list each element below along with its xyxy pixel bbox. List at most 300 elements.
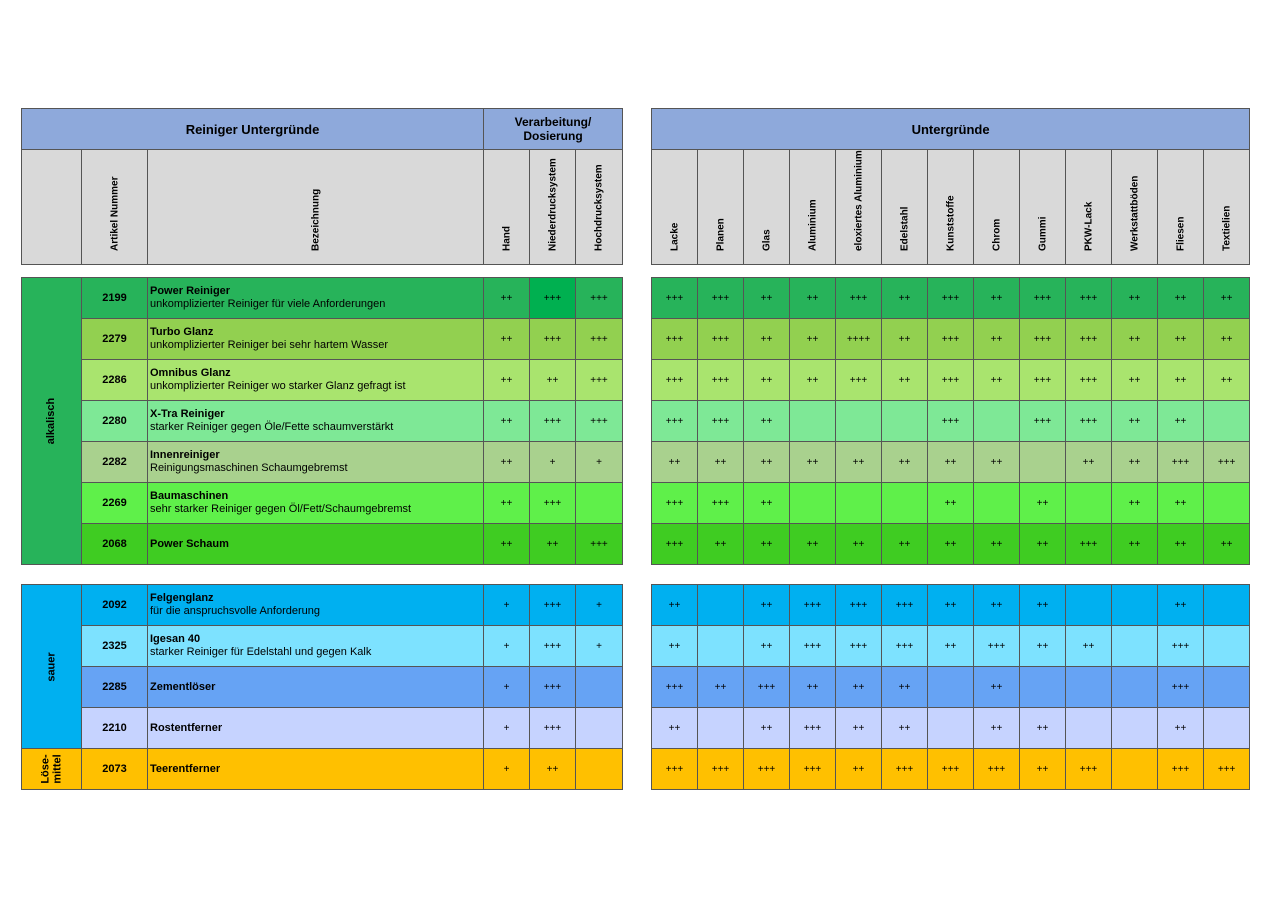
surface-rating: ++ [836,749,882,790]
surface-rating: +++ [1066,360,1112,401]
surface-rating: +++ [928,360,974,401]
surface-rating: +++ [1158,749,1204,790]
surface-rating: +++ [1020,360,1066,401]
table-row [22,278,623,319]
table-row [652,483,1250,524]
surface-rating: +++ [928,749,974,790]
product-description: unkomplizierter Reiniger bei sehr hartem Wasser [150,339,389,351]
processing-rating: ++ [530,360,576,401]
product-name-cell [148,483,484,524]
processing-rating: + [484,708,530,749]
product-title: Baumaschinen [150,490,229,502]
surface-rating: ++ [1158,483,1204,524]
surface-rating: ++ [744,319,790,360]
product-description: starker Reiniger gegen Öle/Fette schaumverstärkt [150,421,394,433]
processing-rating: + [484,749,530,790]
surface-rating: ++ [1112,483,1158,524]
processing-rating: +++ [530,483,576,524]
processing-title: Verarbeitung/ Dosierung [484,109,623,150]
surface-rating: ++ [698,524,744,565]
surface-rating: ++ [744,401,790,442]
surface-rating: ++ [974,524,1020,565]
product-description: Reinigungsmaschinen Schaumgebremst [150,462,348,474]
column-header-label: Werkstattböden [1129,175,1140,251]
column-header-right [744,150,790,265]
surface-rating [1112,667,1158,708]
table-row [652,442,1250,483]
surface-rating: +++ [698,360,744,401]
surface-rating: ++ [928,626,974,667]
surface-rating: +++ [744,749,790,790]
surface-rating: +++ [836,626,882,667]
column-header-label: Aluminium [807,199,818,251]
surface-rating [882,401,928,442]
surface-rating: +++ [652,667,698,708]
product-description: für die anspruchsvolle Anforderung [150,605,320,617]
column-header-right [974,150,1020,265]
product-name-cell [148,626,484,667]
processing-rating: ++ [530,749,576,790]
surface-rating: +++ [790,708,836,749]
article-number: 2285 [82,667,148,708]
product-title: Power Schaum [150,537,229,550]
surface-rating: +++ [928,278,974,319]
column-header-label: Kunststoffe [945,195,956,251]
surface-rating: ++ [1112,319,1158,360]
surface-rating: ++ [1158,585,1204,626]
surface-rating: +++ [790,749,836,790]
surface-rating [1204,401,1250,442]
table-row [652,667,1250,708]
surface-rating: ++ [1158,360,1204,401]
surface-rating: ++ [790,360,836,401]
product-title: Turbo Glanz [150,326,214,338]
surface-rating: ++ [790,319,836,360]
right-table [651,108,1250,790]
processing-rating: ++ [484,401,530,442]
table-row [652,524,1250,565]
surface-rating: ++ [790,442,836,483]
surface-rating: ++ [744,585,790,626]
column-header-label: Niederdrucksystem [547,158,558,251]
surface-rating: ++ [882,524,928,565]
surface-rating [790,401,836,442]
surface-rating: ++ [744,483,790,524]
surface-rating: ++ [882,278,928,319]
surface-rating [974,483,1020,524]
surface-rating: ++ [1112,360,1158,401]
surface-rating [790,483,836,524]
surface-rating: ++ [974,585,1020,626]
surface-rating: +++ [1204,442,1250,483]
processing-rating: +++ [530,278,576,319]
surface-rating: ++ [882,442,928,483]
surface-rating [1204,667,1250,708]
surface-rating [836,401,882,442]
surface-rating: +++ [1066,319,1112,360]
column-header-label: Textielien [1221,205,1233,251]
surface-rating: ++ [652,626,698,667]
column-header-left [148,150,484,265]
table-row [22,749,623,790]
surface-rating: +++ [698,401,744,442]
product-title: Teerentferner [150,762,221,775]
group-label-cell [22,749,82,790]
surface-rating: +++ [698,319,744,360]
surface-rating: ++ [928,483,974,524]
surface-rating: ++ [744,442,790,483]
surface-rating: +++ [1158,626,1204,667]
surface-rating: +++ [882,626,928,667]
column-header-left [484,150,530,265]
processing-rating: +++ [576,524,623,565]
product-name-cell [148,360,484,401]
surface-rating: +++ [1020,319,1066,360]
surface-rating: ++ [1020,483,1066,524]
group-label: alkalisch [45,397,58,445]
surface-rating [1204,585,1250,626]
surface-rating: +++ [652,278,698,319]
surface-rating: ++ [790,667,836,708]
surface-rating: ++ [1158,278,1204,319]
product-title: X-Tra Reiniger [150,408,225,420]
processing-rating: +++ [576,319,623,360]
surface-rating: ++ [882,708,928,749]
surface-rating: +++ [1066,749,1112,790]
surface-rating: +++ [698,278,744,319]
surface-rating: ++ [1020,626,1066,667]
surface-rating: +++ [652,483,698,524]
processing-rating: ++ [484,319,530,360]
column-header-label: Lacke [669,222,680,251]
surface-rating: +++ [790,585,836,626]
surface-rating: ++ [652,442,698,483]
column-header-right [790,150,836,265]
surface-rating [1066,708,1112,749]
surface-rating [1112,749,1158,790]
column-header-label: Planen [715,218,726,251]
column-header-left [82,150,148,265]
processing-rating: ++ [484,278,530,319]
table-row [652,626,1250,667]
group-col-header [22,150,82,265]
processing-rating: +++ [576,278,623,319]
surface-rating: ++ [882,667,928,708]
surface-rating: ++ [836,667,882,708]
product-description: sehr starker Reiniger gegen Öl/Fett/Schaumgebremst [150,503,412,515]
processing-rating: +++ [530,708,576,749]
table-row [22,319,623,360]
surface-rating: ++ [1158,319,1204,360]
article-number: 2269 [82,483,148,524]
article-number: 2325 [82,626,148,667]
column-header-label: Artikel Nummer [109,176,120,251]
table-row [22,442,623,483]
surface-rating: ++ [1066,442,1112,483]
right-title: Untergründe [652,109,1250,150]
surface-rating: ++ [974,667,1020,708]
table-row [22,483,623,524]
processing-rating: + [530,442,576,483]
surface-rating [1112,585,1158,626]
surface-rating: ++ [790,278,836,319]
surface-rating: ++ [652,585,698,626]
surface-rating: ++ [928,442,974,483]
column-header-label: Fliesen [1175,216,1186,251]
surface-rating [1066,483,1112,524]
surface-rating: +++ [744,667,790,708]
surface-rating: ++ [1204,319,1250,360]
column-header-label: Hochdrucksystem [593,164,605,251]
left-title: Reiniger Untergründe [22,109,484,150]
surface-rating: ++ [1204,360,1250,401]
surface-rating: ++ [1020,708,1066,749]
surface-rating: +++ [974,749,1020,790]
surface-rating [1020,442,1066,483]
surface-rating: ++ [1020,585,1066,626]
surface-rating: ++ [836,442,882,483]
processing-rating [576,483,623,524]
surface-rating: ++ [1066,626,1112,667]
group-label-line: mittel [51,754,64,784]
article-number: 2199 [82,278,148,319]
column-header-right [882,150,928,265]
article-number: 2282 [82,442,148,483]
processing-rating: + [576,585,623,626]
surface-rating: +++ [652,319,698,360]
surface-rating: ++ [652,708,698,749]
processing-rating: +++ [530,319,576,360]
processing-rating: ++ [530,524,576,565]
surface-rating [1204,483,1250,524]
surface-rating: ++ [928,585,974,626]
table-row [652,401,1250,442]
surface-rating [1112,708,1158,749]
column-header-left [530,150,576,265]
processing-rating: ++ [484,524,530,565]
surface-rating: ++ [744,708,790,749]
surface-rating: ++ [744,360,790,401]
processing-rating: ++ [484,360,530,401]
column-header-label: Edelstahl [899,206,910,251]
product-name-cell [148,667,484,708]
surface-rating: ++ [974,319,1020,360]
table-row [652,749,1250,790]
surface-rating [882,483,928,524]
article-number: 2092 [82,585,148,626]
surface-rating: ++ [1112,442,1158,483]
product-title: Rostentferner [150,721,223,734]
product-name-cell [148,585,484,626]
article-number: 2279 [82,319,148,360]
column-header-right [652,150,698,265]
surface-rating: +++ [1020,401,1066,442]
processing-rating: + [576,442,623,483]
table-row [22,585,623,626]
surface-rating: ++ [1158,401,1204,442]
processing-rating: +++ [530,585,576,626]
table-row [652,708,1250,749]
column-header-label: Glas [761,229,772,251]
product-name-cell [148,708,484,749]
column-header-left [576,150,623,265]
processing-rating: +++ [530,626,576,667]
surface-rating [698,626,744,667]
group-label-cell [22,585,82,749]
product-name-cell [148,401,484,442]
processing-rating: +++ [530,667,576,708]
column-header-right [1112,150,1158,265]
surface-rating: +++ [882,749,928,790]
surface-rating: +++ [1066,401,1112,442]
product-title: Power Reiniger [150,285,231,297]
group-label [40,754,64,783]
product-title: Innenreiniger [150,449,220,461]
surface-rating: ++ [836,524,882,565]
processing-rating [576,749,623,790]
column-header-label: Hand [501,226,512,251]
surface-rating: ++ [1112,401,1158,442]
column-header-right [1158,150,1204,265]
surface-rating: ++ [744,278,790,319]
table-row [22,667,623,708]
processing-rating: +++ [530,401,576,442]
surface-rating: +++ [974,626,1020,667]
surface-rating: +++ [882,585,928,626]
surface-rating [974,401,1020,442]
processing-rating [576,667,623,708]
surface-rating [1020,667,1066,708]
product-title: Omnibus Glanz [150,367,231,379]
surface-rating: ++ [928,524,974,565]
article-number: 2073 [82,749,148,790]
surface-rating [836,483,882,524]
surface-rating: +++ [836,278,882,319]
column-header-right [1066,150,1112,265]
surface-rating: ++ [744,626,790,667]
group-label-cell [22,278,82,565]
surface-rating [1204,626,1250,667]
surface-rating: +++ [1066,278,1112,319]
column-header-label: PKW-Lack [1083,201,1094,251]
surface-rating: +++ [928,401,974,442]
surface-rating: ++ [1204,524,1250,565]
product-description: starker Reiniger für Edelstahl und gegen Kalk [150,646,372,658]
table-row [22,626,623,667]
processing-rating [576,708,623,749]
surface-rating [928,667,974,708]
surface-rating: ++ [836,708,882,749]
product-title: Felgenglanz [150,592,214,604]
surface-rating: +++ [698,749,744,790]
table-row [22,360,623,401]
product-description: unkomplizierter Reiniger wo starker Glanz gefragt ist [150,380,406,392]
column-header-label: Chrom [991,218,1002,251]
column-header-right [928,150,974,265]
surface-rating: ++ [744,524,790,565]
article-number: 2068 [82,524,148,565]
column-header-right [698,150,744,265]
product-title: Zementlöser [150,680,216,693]
surface-rating: +++ [652,524,698,565]
column-header-label: Gummi [1037,216,1048,251]
surface-rating: +++ [928,319,974,360]
surface-rating: ++ [882,319,928,360]
column-header-right [1204,150,1250,265]
surface-rating: ++++ [836,319,882,360]
surface-rating [1112,626,1158,667]
surface-rating: ++ [698,667,744,708]
column-header-right [836,150,882,265]
surface-rating: +++ [790,626,836,667]
surface-rating [698,708,744,749]
surface-rating: ++ [882,360,928,401]
product-description: unkomplizierter Reiniger für viele Anforderungen [150,298,386,310]
product-name-cell [148,442,484,483]
surface-rating: +++ [1158,442,1204,483]
surface-rating: ++ [974,360,1020,401]
surface-rating: ++ [974,442,1020,483]
surface-rating: ++ [1158,524,1204,565]
product-name-cell [148,524,484,565]
surface-rating: ++ [790,524,836,565]
processing-rating: +++ [576,401,623,442]
processing-rating: + [576,626,623,667]
surface-rating: ++ [1158,708,1204,749]
product-name-cell [148,749,484,790]
surface-rating: ++ [1020,749,1066,790]
group-label: sauer [45,651,58,682]
surface-rating: +++ [1158,667,1204,708]
table-row [652,319,1250,360]
surface-rating [698,585,744,626]
processing-rating: ++ [484,483,530,524]
article-number: 2210 [82,708,148,749]
table-row [652,585,1250,626]
surface-rating: +++ [1020,278,1066,319]
surface-rating [1066,585,1112,626]
processing-rating: ++ [484,442,530,483]
surface-rating: ++ [1020,524,1066,565]
article-number: 2280 [82,401,148,442]
surface-rating: ++ [698,442,744,483]
surface-rating: +++ [652,401,698,442]
table-row [652,360,1250,401]
surface-rating: ++ [1112,278,1158,319]
surface-rating: +++ [698,483,744,524]
left-table [21,108,623,790]
surface-rating: +++ [652,360,698,401]
surface-rating [1066,667,1112,708]
column-header-label: Bezeichnung [310,188,321,251]
surface-rating: +++ [836,360,882,401]
processing-rating: + [484,626,530,667]
processing-rating: + [484,585,530,626]
surface-rating [1204,708,1250,749]
surface-rating [928,708,974,749]
table-row [652,278,1250,319]
surface-rating: +++ [652,749,698,790]
article-number: 2286 [82,360,148,401]
surface-rating: ++ [1112,524,1158,565]
surface-rating: ++ [974,708,1020,749]
processing-rating: + [484,667,530,708]
product-name-cell [148,319,484,360]
product-name-cell [148,278,484,319]
surface-rating: +++ [836,585,882,626]
surface-rating: +++ [1066,524,1112,565]
column-header-right [1020,150,1066,265]
